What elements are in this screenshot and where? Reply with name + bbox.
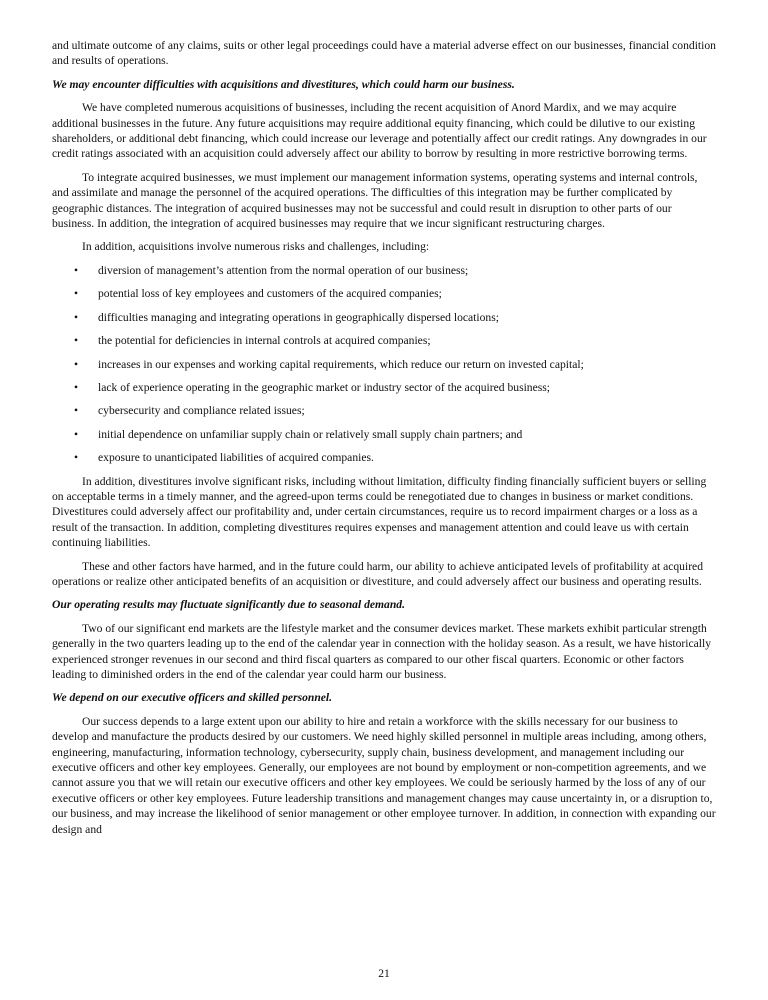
risk-list: [52, 263, 716, 466]
bullet-marker: •: [74, 310, 79, 324]
bullet-marker: •: [74, 380, 79, 394]
list-item: [52, 380, 716, 395]
paragraph-acquisitions-financing: We have completed numerous acquisitions of businesses, including the recent acquisition of Anord Mardix, and we may acquire additional businesses in the future. Any future acquisitions may require additional equity financing, which could be dilutive to our existing shareholders, or additional debt financing, which could increase our leverage and potentially affect our credit ratings. Any downgrades in our credit ratings associated with an acquisition could adversely affect our ability to borrow by resulting in more restrictive borrowing terms.: [52, 101, 707, 161]
list-item: [52, 450, 716, 465]
list-item-text: initial dependence on unfamiliar supply chain or relatively small supply chain partners; and: [98, 427, 523, 441]
section-heading-acquisitions: We may encounter difficulties with acquisitions and divestitures, which could harm our business.: [52, 77, 515, 91]
paragraph-risks-intro: In addition, acquisitions involve numerous risks and challenges, including:: [82, 240, 430, 254]
bullet-marker: •: [74, 357, 79, 371]
list-item: [52, 286, 716, 301]
paragraph-seasonal-demand: Two of our significant end markets are the lifestyle market and the consumer devices market. These markets exhibit particular strength generally in the two quarters leading up to the end of the calendar year in connection with the holiday season. As a result, we have historically experienced stronger revenues in our second and third fiscal quarters as compared to our other fiscal quarters. Economic or other factors leading to diminished orders in the end of the calendar year could harm our business.: [52, 621, 712, 681]
section-heading-seasonal: Our operating results may fluctuate significantly due to seasonal demand.: [52, 598, 405, 612]
bullet-marker: •: [74, 334, 79, 348]
paragraph-integration: To integrate acquired businesses, we must implement our management information systems, operating systems and internal controls, and assimilate and manage the personnel of the acquired operations. The difficulties of this integration may be further complicated by geographic distances. The integration of acquired businesses may not be successful and could result in disruption to other parts of our business. In addition, the integration of acquired businesses may require that we incur significant restructuring charges.: [52, 170, 698, 231]
list-item-text: difficulties managing and integrating operations in geographically dispersed locations;: [98, 310, 499, 324]
bullet-marker: •: [74, 427, 79, 441]
bullet-marker: •: [74, 287, 79, 301]
list-item-text: lack of experience operating in the geographic market or industry sector of the acquired business;: [98, 380, 550, 394]
page-content: [52, 38, 716, 845]
list-item-text: cybersecurity and compliance related issues;: [98, 404, 305, 418]
list-item: [52, 357, 716, 372]
list-item: [52, 427, 716, 442]
list-item-text: diversion of management’s attention from the normal operation of our business;: [98, 263, 469, 277]
paragraph-factors: These and other factors have harmed, and in the future could harm, our ability to achieve anticipated levels of profitability at acquired operations or realize other anticipated benefits of an acquisition or divestiture, and could adversely affect our business and operating results.: [52, 559, 703, 588]
section-heading-personnel: We depend on our executive officers and skilled personnel.: [52, 691, 333, 705]
list-item: [52, 403, 716, 418]
bullet-marker: •: [74, 263, 79, 277]
bullet-marker: •: [74, 451, 79, 465]
list-item: [52, 263, 716, 278]
list-item-text: exposure to unanticipated liabilities of acquired companies.: [98, 451, 374, 465]
paragraph-personnel: Our success depends to a large extent upon our ability to hire and retain a workforce with the skills necessary for our business to develop and manufacture the products desired by our customers. We need highly skilled personnel in multiple areas including, among others, engineering, manufacturing, information technology, cybersecurity, supply chain, business development, and management including our executive officers and other key employees. Generally, our employees are not bound by employment or non-competition agreements, and we cannot assure you that we will retain our executive officers and other key employees. We could be seriously harmed by the loss of any of our executive officers or other key employees. Future leadership transitions and management changes may cause uncertainty in, or a disruption to, our business, and may increase the likelihood of senior management or other employee turnover. In addition, in connection with expanding our design and: [52, 714, 716, 836]
list-item-text: potential loss of key employees and customers of the acquired companies;: [98, 287, 442, 301]
paragraph-continued: and ultimate outcome of any claims, suits or other legal proceedings could have a material adverse effect on our businesses, financial condition and results of operations.: [52, 39, 716, 68]
page-number: 21: [378, 967, 390, 980]
bullet-marker: •: [74, 404, 79, 418]
list-item-text: the potential for deficiencies in internal controls at acquired companies;: [98, 334, 431, 348]
list-item: [52, 333, 716, 348]
list-item-text: increases in our expenses and working capital requirements, which reduce our return on invested capital;: [98, 357, 584, 371]
paragraph-divestitures: In addition, divestitures involve significant risks, including without limitation, difficulty finding financially sufficient buyers or selling on acceptable terms in a timely manner, and the agreed-upon terms could be renegotiated due to changes in business or market conditions. Divestitures could adversely affect our profitability and, under certain circumstances, require us to record impairment charges or a loss as a result of the transaction. In addition, completing divestitures requires expenses and management attention and could leave us with certain continuing liabilities.: [52, 474, 707, 550]
list-item: [52, 310, 716, 325]
